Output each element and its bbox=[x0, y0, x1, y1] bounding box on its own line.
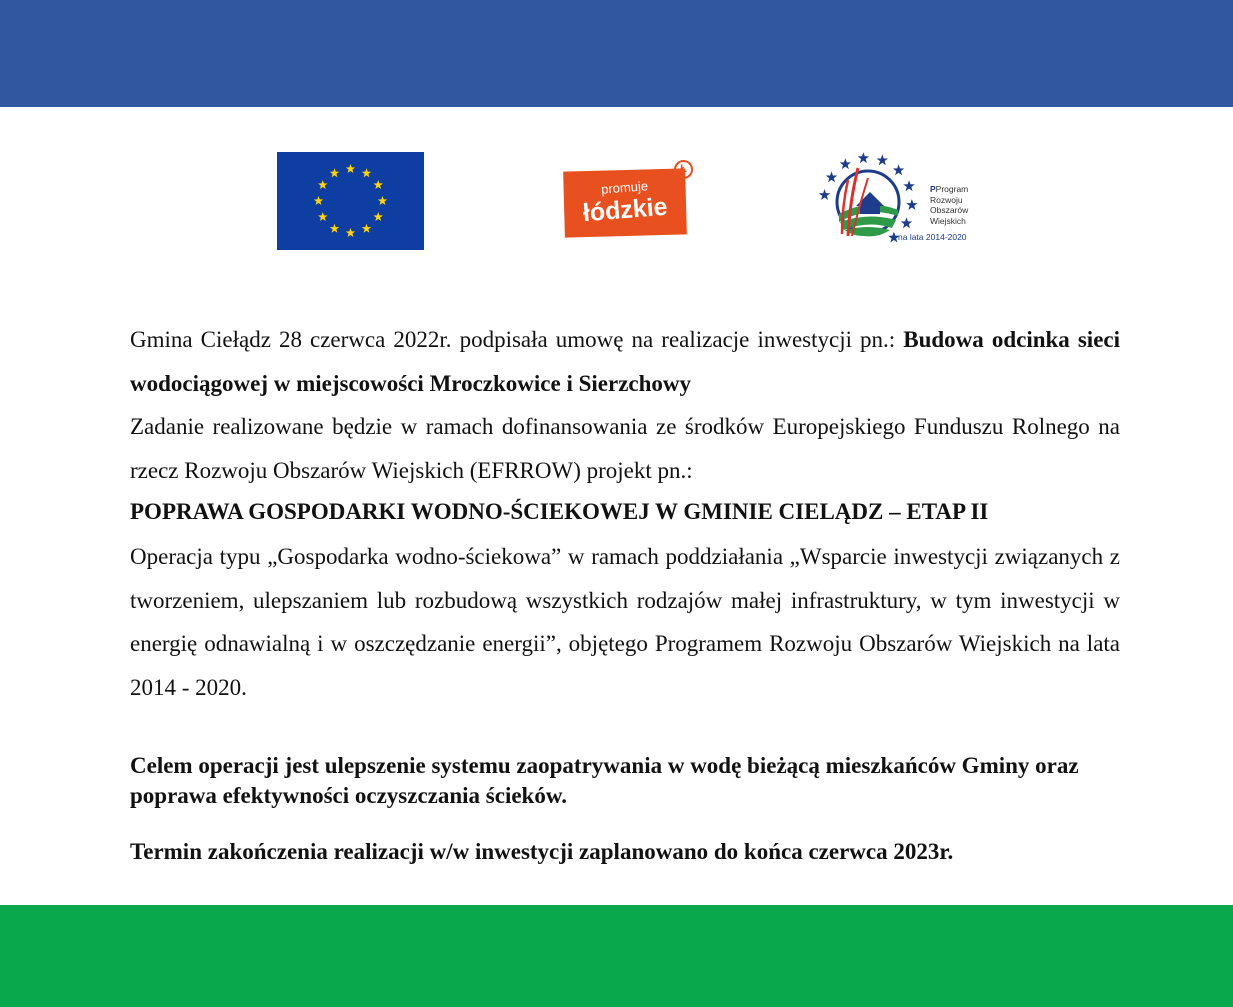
prow-star bbox=[877, 154, 888, 165]
project-title: POPRAWA GOSPODARKI WODNO-ŚCIEKOWEJ W GMINIE CIELĄDZ – ETAP II bbox=[130, 499, 989, 524]
announcement-body bbox=[130, 318, 1120, 867]
prow-star bbox=[906, 199, 917, 210]
bottom-color-band bbox=[0, 905, 1233, 1007]
prow-logo bbox=[812, 150, 982, 252]
eu-flag-icon bbox=[277, 152, 424, 250]
prow-star bbox=[893, 164, 904, 175]
prow-star bbox=[858, 152, 869, 163]
intro-paragraph bbox=[130, 318, 1120, 405]
prow-star bbox=[840, 158, 851, 169]
top-color-band bbox=[0, 0, 1233, 107]
promuje-lodzkie-logo bbox=[562, 160, 696, 238]
prow-line: Obszarów bbox=[930, 205, 969, 215]
prow-line-initial: P bbox=[930, 184, 936, 194]
prow-line: Rozwoju bbox=[930, 194, 963, 205]
prow-text bbox=[930, 184, 990, 226]
prow-years: na lata 2014-2020 bbox=[898, 232, 967, 242]
operation-paragraph: Operacja typu „Gospodarka wodno-ściekowa” w ramach poddziałania „Wsparcie inwestycji związanych z tworzeniem, ulepszaniem lub rozbudową wszystkich rodzajów małej infrastruktury, w tym inwestycji w energię odnawialną i w oszczędzanie energii”, objętego Programem Rozwoju Obszarów Wiejskich na lata 2014 - 2020. bbox=[130, 544, 1120, 700]
lodzkie-top-text: promuje bbox=[600, 178, 649, 197]
prow-star bbox=[826, 171, 837, 182]
investment-name: Budowa odcinka sieci wodociągowej w miejscowości Mroczkowice i Sierzchowy bbox=[130, 327, 1120, 396]
funding-paragraph: Zadanie realizowane będzie w ramach dofinansowania ze środków Europejskiego Funduszu Rolnego na rzecz Rozwoju Obszarów Wiejskich (EFRROW) projekt pn.: bbox=[130, 414, 1120, 483]
goal-paragraph: Celem operacji jest ulepszenie systemu zaopatrywania w wodę bieżącą mieszkańców Gminy oraz poprawa efektywności oczyszczania ścieków. bbox=[130, 753, 1079, 808]
lodzkie-badge-box bbox=[563, 168, 687, 237]
intro-text: Gmina Ciełądz 28 czerwca 2022r. podpisała umowę na realizacje inwestycji pn.: bbox=[130, 327, 904, 352]
lodzkie-main-text: łódzkie bbox=[581, 192, 669, 228]
lodzkie-l-badge: Ł bbox=[674, 160, 693, 179]
prow-star bbox=[903, 180, 914, 191]
deadline-paragraph: Termin zakończenia realizacji w/w inwestycji zaplanowano do końca czerwca 2023r. bbox=[130, 839, 954, 864]
prow-line: Wiejskich bbox=[930, 215, 966, 226]
prow-line: Program bbox=[935, 184, 969, 194]
eu-flag-logo bbox=[277, 152, 424, 250]
prow-star bbox=[901, 217, 912, 228]
prow-star bbox=[819, 189, 830, 200]
